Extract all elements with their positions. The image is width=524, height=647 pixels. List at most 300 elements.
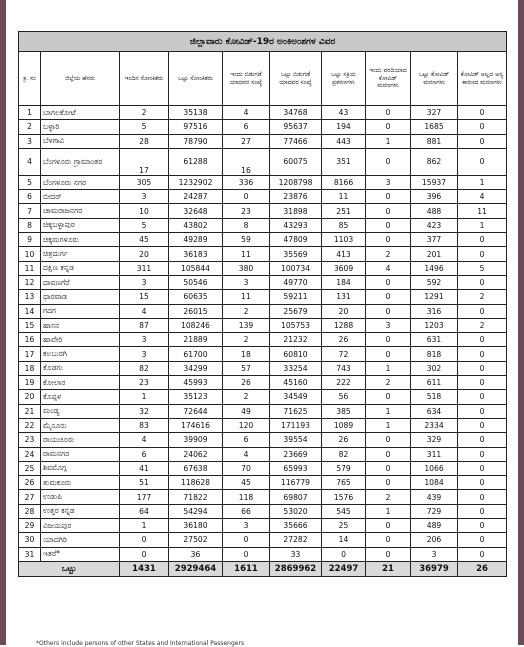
row-today-positive: 177	[120, 490, 169, 504]
row-non-covid-deaths: 5	[458, 261, 507, 275]
row-district-name: ಕೋಲಾರ	[41, 376, 120, 390]
row-today-deaths: 2	[366, 247, 411, 261]
row-active-cases: 11	[322, 190, 366, 204]
row-total-deaths: 327	[411, 106, 458, 120]
row-total-deaths: 329	[411, 433, 458, 447]
row-non-covid-deaths: 0	[458, 476, 507, 490]
row-total-positive: 78790	[169, 134, 223, 148]
row-active-cases: 1103	[322, 233, 366, 247]
table-row	[19, 304, 507, 318]
row-total-positive: 72644	[169, 404, 223, 418]
header-total-discharged: ಒಟ್ಟು ಬಿಡುಗಡೆ ಯಾದವರ ಸಂಖ್ಯೆ	[270, 52, 322, 106]
row-active-cases: 82	[322, 447, 366, 461]
row-today-deaths: 3	[366, 318, 411, 332]
table-row	[19, 533, 507, 547]
row-today-positive: 3	[120, 347, 169, 361]
row-non-covid-deaths: 11	[458, 204, 507, 218]
row-total-discharged: 23876	[270, 190, 322, 204]
row-today-positive: 1	[120, 390, 169, 404]
table-row	[19, 318, 507, 332]
row-total-discharged: 34768	[270, 106, 322, 120]
row-today-discharged: 0	[223, 190, 270, 204]
row-total-deaths: 311	[411, 447, 458, 461]
row-total-deaths: 518	[411, 390, 458, 404]
table-row	[19, 361, 507, 375]
row-district-name: ರಾಯಚೂರು	[41, 433, 120, 447]
row-today-deaths: 0	[366, 533, 411, 547]
row-today-positive: 3	[120, 333, 169, 347]
row-today-discharged: 66	[223, 504, 270, 518]
row-total-deaths: 15937	[411, 175, 458, 189]
row-active-cases: 194	[322, 120, 366, 134]
row-total-deaths: 2334	[411, 418, 458, 432]
row-district-name: ಕೊಪ್ಪಳ	[41, 390, 120, 404]
row-total-positive: 97516	[169, 120, 223, 134]
row-today-discharged: 6	[223, 120, 270, 134]
row-serial: 31	[19, 547, 41, 561]
row-active-cases: 1576	[322, 490, 366, 504]
table-row	[19, 347, 507, 361]
row-non-covid-deaths: 4	[458, 190, 507, 204]
row-total-positive: 39909	[169, 433, 223, 447]
row-district-name: ಹಾವೇರಿ	[41, 333, 120, 347]
row-total-deaths: 611	[411, 376, 458, 390]
row-total-discharged: 69807	[270, 490, 322, 504]
table-row	[19, 504, 507, 518]
row-today-discharged: 11	[223, 290, 270, 304]
row-today-positive: 5	[120, 120, 169, 134]
row-today-deaths: 0	[366, 547, 411, 561]
table-row	[19, 547, 507, 561]
row-serial: 28	[19, 504, 41, 518]
row-total-deaths: 489	[411, 519, 458, 533]
row-serial: 20	[19, 390, 41, 404]
row-total-discharged: 25679	[270, 304, 322, 318]
row-non-covid-deaths: 0	[458, 533, 507, 547]
row-today-deaths: 0	[366, 106, 411, 120]
table-row	[19, 447, 507, 461]
row-today-discharged: 6	[223, 433, 270, 447]
total-total-discharged: 2869962	[270, 561, 322, 576]
row-today-positive: 32	[120, 404, 169, 418]
row-today-deaths: 0	[366, 519, 411, 533]
row-total-positive: 45993	[169, 376, 223, 390]
row-today-discharged: 70	[223, 461, 270, 475]
row-total-positive: 50546	[169, 275, 223, 289]
row-district-name: ಚಿಕ್ಕಬಳ್ಳಾಪುರ	[41, 218, 120, 232]
row-total-deaths: 818	[411, 347, 458, 361]
row-total-positive: 54294	[169, 504, 223, 518]
row-district-name: ಯಾದಗಿರಿ	[41, 533, 120, 547]
row-today-deaths: 4	[366, 261, 411, 275]
row-today-discharged: 49	[223, 404, 270, 418]
header-district: ಜಿಲ್ಲೆಯ ಹೆಸರು	[41, 52, 120, 106]
row-serial: 9	[19, 233, 41, 247]
row-non-covid-deaths: 0	[458, 490, 507, 504]
table-row	[19, 134, 507, 148]
row-total-deaths: 206	[411, 533, 458, 547]
row-total-positive: 61700	[169, 347, 223, 361]
table-row	[19, 418, 507, 432]
row-active-cases: 351	[322, 148, 366, 175]
row-active-cases: 1089	[322, 418, 366, 432]
row-today-positive: 41	[120, 461, 169, 475]
row-district-name: ಚಿಕ್ಕಮಗಳೂರು	[41, 233, 120, 247]
row-serial: 14	[19, 304, 41, 318]
row-today-discharged: 2	[223, 304, 270, 318]
row-non-covid-deaths: 0	[458, 447, 507, 461]
row-non-covid-deaths: 0	[458, 433, 507, 447]
row-total-deaths: 1203	[411, 318, 458, 332]
row-total-positive: 174616	[169, 418, 223, 432]
table-row	[19, 218, 507, 232]
row-district-name: ದಾವಣಗೆರೆ	[41, 275, 120, 289]
row-total-deaths: 1685	[411, 120, 458, 134]
row-today-deaths: 0	[366, 275, 411, 289]
row-total-positive: 60635	[169, 290, 223, 304]
row-total-discharged: 171193	[270, 418, 322, 432]
row-active-cases: 251	[322, 204, 366, 218]
row-district-name: ಬಳ್ಳಾರಿ	[41, 120, 120, 134]
row-today-positive: 6	[120, 447, 169, 461]
table-header-row	[19, 52, 507, 106]
document-page	[6, 0, 518, 645]
row-total-deaths: 439	[411, 490, 458, 504]
row-non-covid-deaths: 0	[458, 275, 507, 289]
row-active-cases: 443	[322, 134, 366, 148]
row-total-positive: 105844	[169, 261, 223, 275]
row-total-deaths: 592	[411, 275, 458, 289]
total-label: ಒಟ್ಟು	[19, 561, 120, 576]
table-row	[19, 275, 507, 289]
row-today-discharged: 26	[223, 376, 270, 390]
row-today-positive: 5	[120, 218, 169, 232]
table-title-row	[19, 32, 507, 52]
row-non-covid-deaths: 0	[458, 547, 507, 561]
row-today-discharged: 2	[223, 390, 270, 404]
row-today-discharged: 139	[223, 318, 270, 332]
row-total-positive: 32648	[169, 204, 223, 218]
row-total-discharged: 59211	[270, 290, 322, 304]
row-active-cases: 26	[322, 433, 366, 447]
row-total-discharged: 49770	[270, 275, 322, 289]
row-today-positive: 1	[120, 519, 169, 533]
row-district-name: ಮಂಡ್ಯ	[41, 404, 120, 418]
row-active-cases: 56	[322, 390, 366, 404]
row-district-name: ಚಾಮರಾಜನಗರ	[41, 204, 120, 218]
row-total-positive: 36180	[169, 519, 223, 533]
row-total-discharged: 43293	[270, 218, 322, 232]
row-today-deaths: 0	[366, 304, 411, 318]
row-total-positive: 43802	[169, 218, 223, 232]
row-total-deaths: 1066	[411, 461, 458, 475]
row-active-cases: 743	[322, 361, 366, 375]
row-active-cases: 20	[322, 304, 366, 318]
row-today-deaths: 0	[366, 148, 411, 175]
row-serial: 10	[19, 247, 41, 261]
row-total-positive: 108246	[169, 318, 223, 332]
row-non-covid-deaths: 0	[458, 461, 507, 475]
row-total-discharged: 35569	[270, 247, 322, 261]
row-active-cases: 14	[322, 533, 366, 547]
row-today-deaths: 0	[366, 461, 411, 475]
row-serial: 27	[19, 490, 41, 504]
row-district-name: ಮೈಸೂರು	[41, 418, 120, 432]
row-active-cases: 765	[322, 476, 366, 490]
row-total-deaths: 201	[411, 247, 458, 261]
table-row	[19, 490, 507, 504]
row-serial: 1	[19, 106, 41, 120]
row-district-name: ಬೆಂಗಳೂರು ನಗರ	[41, 175, 120, 189]
table-row	[19, 376, 507, 390]
row-total-positive: 35123	[169, 390, 223, 404]
total-today-discharged: 1611	[223, 561, 270, 576]
row-total-discharged: 60810	[270, 347, 322, 361]
row-total-deaths: 729	[411, 504, 458, 518]
table-row	[19, 261, 507, 275]
row-non-covid-deaths: 0	[458, 347, 507, 361]
row-today-discharged: 380	[223, 261, 270, 275]
row-total-deaths: 1496	[411, 261, 458, 275]
row-today-discharged: 4	[223, 447, 270, 461]
row-today-deaths: 0	[366, 347, 411, 361]
row-total-deaths: 377	[411, 233, 458, 247]
row-today-discharged: 23	[223, 204, 270, 218]
row-today-deaths: 0	[366, 120, 411, 134]
row-today-positive: 87	[120, 318, 169, 332]
table-row	[19, 433, 507, 447]
row-serial: 2	[19, 120, 41, 134]
row-today-positive: 311	[120, 261, 169, 275]
row-today-deaths: 0	[366, 390, 411, 404]
table-row	[19, 247, 507, 261]
row-total-discharged: 31898	[270, 204, 322, 218]
window-frame-right	[518, 0, 524, 645]
row-non-covid-deaths: 0	[458, 134, 507, 148]
total-total-positive: 2929464	[169, 561, 223, 576]
row-today-positive: 3	[120, 190, 169, 204]
row-total-deaths: 634	[411, 404, 458, 418]
row-serial: 23	[19, 433, 41, 447]
row-today-deaths: 0	[366, 447, 411, 461]
row-non-covid-deaths: 0	[458, 148, 507, 175]
row-district-name: ವಿಜಯಪುರ	[41, 519, 120, 533]
row-non-covid-deaths: 0	[458, 233, 507, 247]
row-today-positive: 10	[120, 204, 169, 218]
row-serial: 12	[19, 275, 41, 289]
row-total-discharged: 21232	[270, 333, 322, 347]
table-row	[19, 519, 507, 533]
row-today-positive: 17	[120, 148, 169, 175]
row-district-name: ಹಾಸನ	[41, 318, 120, 332]
row-total-discharged: 116779	[270, 476, 322, 490]
row-total-positive: 49289	[169, 233, 223, 247]
row-today-positive: 23	[120, 376, 169, 390]
row-today-discharged: 3	[223, 519, 270, 533]
header-active-cases: ಒಟ್ಟು ಸಕ್ರಿಯ ಪ್ರಕರಣಗಳು	[322, 52, 366, 106]
row-today-deaths: 0	[366, 190, 411, 204]
row-district-name: ಕಲಬುರಗಿ	[41, 347, 120, 361]
row-non-covid-deaths: 0	[458, 519, 507, 533]
covid-table-container	[18, 31, 506, 577]
row-active-cases: 3609	[322, 261, 366, 275]
row-total-deaths: 316	[411, 304, 458, 318]
row-serial: 7	[19, 204, 41, 218]
row-district-name: ತುಮಕೂರು	[41, 476, 120, 490]
row-total-positive: 36183	[169, 247, 223, 261]
row-active-cases: 26	[322, 333, 366, 347]
row-district-name: ಉತ್ತರ ಕನ್ನಡ	[41, 504, 120, 518]
row-active-cases: 184	[322, 275, 366, 289]
row-today-deaths: 1	[366, 361, 411, 375]
row-serial: 29	[19, 519, 41, 533]
row-serial: 17	[19, 347, 41, 361]
row-total-discharged: 27282	[270, 533, 322, 547]
total-row	[19, 561, 507, 576]
row-total-deaths: 423	[411, 218, 458, 232]
header-non-covid-deaths: ಕೋವಿಡ್ ಅಲ್ಲದ ಅನ್ಯ ಕಾರಣದ ಮರಣಗಳು	[458, 52, 507, 106]
row-active-cases: 413	[322, 247, 366, 261]
row-today-positive: 64	[120, 504, 169, 518]
row-total-deaths: 396	[411, 190, 458, 204]
row-district-name: ಶಿವಮೊಗ್ಗ	[41, 461, 120, 475]
row-active-cases: 25	[322, 519, 366, 533]
row-today-positive: 83	[120, 418, 169, 432]
row-today-discharged: 45	[223, 476, 270, 490]
row-today-discharged: 27	[223, 134, 270, 148]
row-non-covid-deaths: 0	[458, 333, 507, 347]
header-total-deaths: ಒಟ್ಟು ಕೋವಿಡ್ ಮರಣಗಳು	[411, 52, 458, 106]
row-today-positive: 4	[120, 304, 169, 318]
row-total-discharged: 1208798	[270, 175, 322, 189]
row-today-positive: 305	[120, 175, 169, 189]
row-total-discharged: 65993	[270, 461, 322, 475]
row-active-cases: 0	[322, 547, 366, 561]
row-total-positive: 71822	[169, 490, 223, 504]
row-district-name: ಗದಗ	[41, 304, 120, 318]
total-today-deaths: 21	[366, 561, 411, 576]
row-total-positive: 36	[169, 547, 223, 561]
row-active-cases: 131	[322, 290, 366, 304]
row-total-deaths: 1084	[411, 476, 458, 490]
row-total-discharged: 23669	[270, 447, 322, 461]
row-today-deaths: 0	[366, 290, 411, 304]
row-today-positive: 20	[120, 247, 169, 261]
row-today-discharged: 59	[223, 233, 270, 247]
row-serial: 18	[19, 361, 41, 375]
row-total-deaths: 488	[411, 204, 458, 218]
row-today-positive: 4	[120, 433, 169, 447]
row-total-discharged: 53020	[270, 504, 322, 518]
footnote: *Others include persons of other States and International Passengers	[36, 640, 245, 647]
row-today-discharged: 57	[223, 361, 270, 375]
row-serial: 4	[19, 148, 41, 175]
row-today-discharged: 18	[223, 347, 270, 361]
row-active-cases: 72	[322, 347, 366, 361]
row-today-deaths: 1	[366, 404, 411, 418]
row-today-positive: 82	[120, 361, 169, 375]
row-non-covid-deaths: 0	[458, 504, 507, 518]
row-today-discharged: 0	[223, 547, 270, 561]
row-district-name: ರಾಮನಗರ	[41, 447, 120, 461]
row-non-covid-deaths: 0	[458, 120, 507, 134]
header-today-deaths: ಇಂದು ವರದಿಯಾದ ಕೋವಿಡ್ ಮರಣಗಳು	[366, 52, 411, 106]
row-non-covid-deaths: 0	[458, 247, 507, 261]
row-non-covid-deaths: 0	[458, 418, 507, 432]
table-row	[19, 333, 507, 347]
row-today-deaths: 3	[366, 175, 411, 189]
row-total-deaths: 3	[411, 547, 458, 561]
row-serial: 6	[19, 190, 41, 204]
table-row	[19, 461, 507, 475]
row-non-covid-deaths: 0	[458, 106, 507, 120]
row-today-positive: 15	[120, 290, 169, 304]
row-today-discharged: 16	[223, 148, 270, 175]
row-total-positive: 61288	[169, 148, 223, 175]
row-district-name: ಬಾಗಲಕೋಟೆ	[41, 106, 120, 120]
row-today-positive: 2	[120, 106, 169, 120]
row-today-deaths: 0	[366, 204, 411, 218]
row-total-positive: 35138	[169, 106, 223, 120]
total-total-deaths: 36979	[411, 561, 458, 576]
row-serial: 24	[19, 447, 41, 461]
row-today-discharged: 2	[223, 333, 270, 347]
row-district-name: ಬೀದರ್	[41, 190, 120, 204]
row-serial: 11	[19, 261, 41, 275]
row-total-discharged: 100734	[270, 261, 322, 275]
row-non-covid-deaths: 1	[458, 218, 507, 232]
row-today-deaths: 0	[366, 218, 411, 232]
row-district-name: ಚಿತ್ರದುರ್ಗ	[41, 247, 120, 261]
row-non-covid-deaths: 2	[458, 290, 507, 304]
row-today-discharged: 118	[223, 490, 270, 504]
row-today-deaths: 2	[366, 490, 411, 504]
row-serial: 13	[19, 290, 41, 304]
row-today-positive: 0	[120, 547, 169, 561]
row-today-deaths: 2	[366, 376, 411, 390]
row-active-cases: 222	[322, 376, 366, 390]
row-total-deaths: 302	[411, 361, 458, 375]
row-total-discharged: 95637	[270, 120, 322, 134]
row-total-discharged: 39554	[270, 433, 322, 447]
row-district-name: ದಕ್ಷಿಣ ಕನ್ನಡ	[41, 261, 120, 275]
row-today-discharged: 336	[223, 175, 270, 189]
row-total-positive: 34299	[169, 361, 223, 375]
row-total-positive: 1232902	[169, 175, 223, 189]
row-today-positive: 3	[120, 275, 169, 289]
row-today-deaths: 0	[366, 333, 411, 347]
row-district-name: ಕೊಡಗು	[41, 361, 120, 375]
row-active-cases: 385	[322, 404, 366, 418]
row-serial: 16	[19, 333, 41, 347]
row-today-deaths: 0	[366, 233, 411, 247]
row-district-name: ಧಾರವಾಡ	[41, 290, 120, 304]
row-today-discharged: 8	[223, 218, 270, 232]
row-today-deaths: 1	[366, 504, 411, 518]
table-row	[19, 233, 507, 247]
header-today-positive: ಇಂದಿನ ಸೋಂಕಿತರು	[120, 52, 169, 106]
row-serial: 5	[19, 175, 41, 189]
row-active-cases: 8166	[322, 175, 366, 189]
row-active-cases: 545	[322, 504, 366, 518]
row-active-cases: 1288	[322, 318, 366, 332]
row-active-cases: 85	[322, 218, 366, 232]
row-non-covid-deaths: 0	[458, 376, 507, 390]
row-total-positive: 26015	[169, 304, 223, 318]
table-row	[19, 190, 507, 204]
table-row	[19, 404, 507, 418]
row-total-discharged: 45160	[270, 376, 322, 390]
